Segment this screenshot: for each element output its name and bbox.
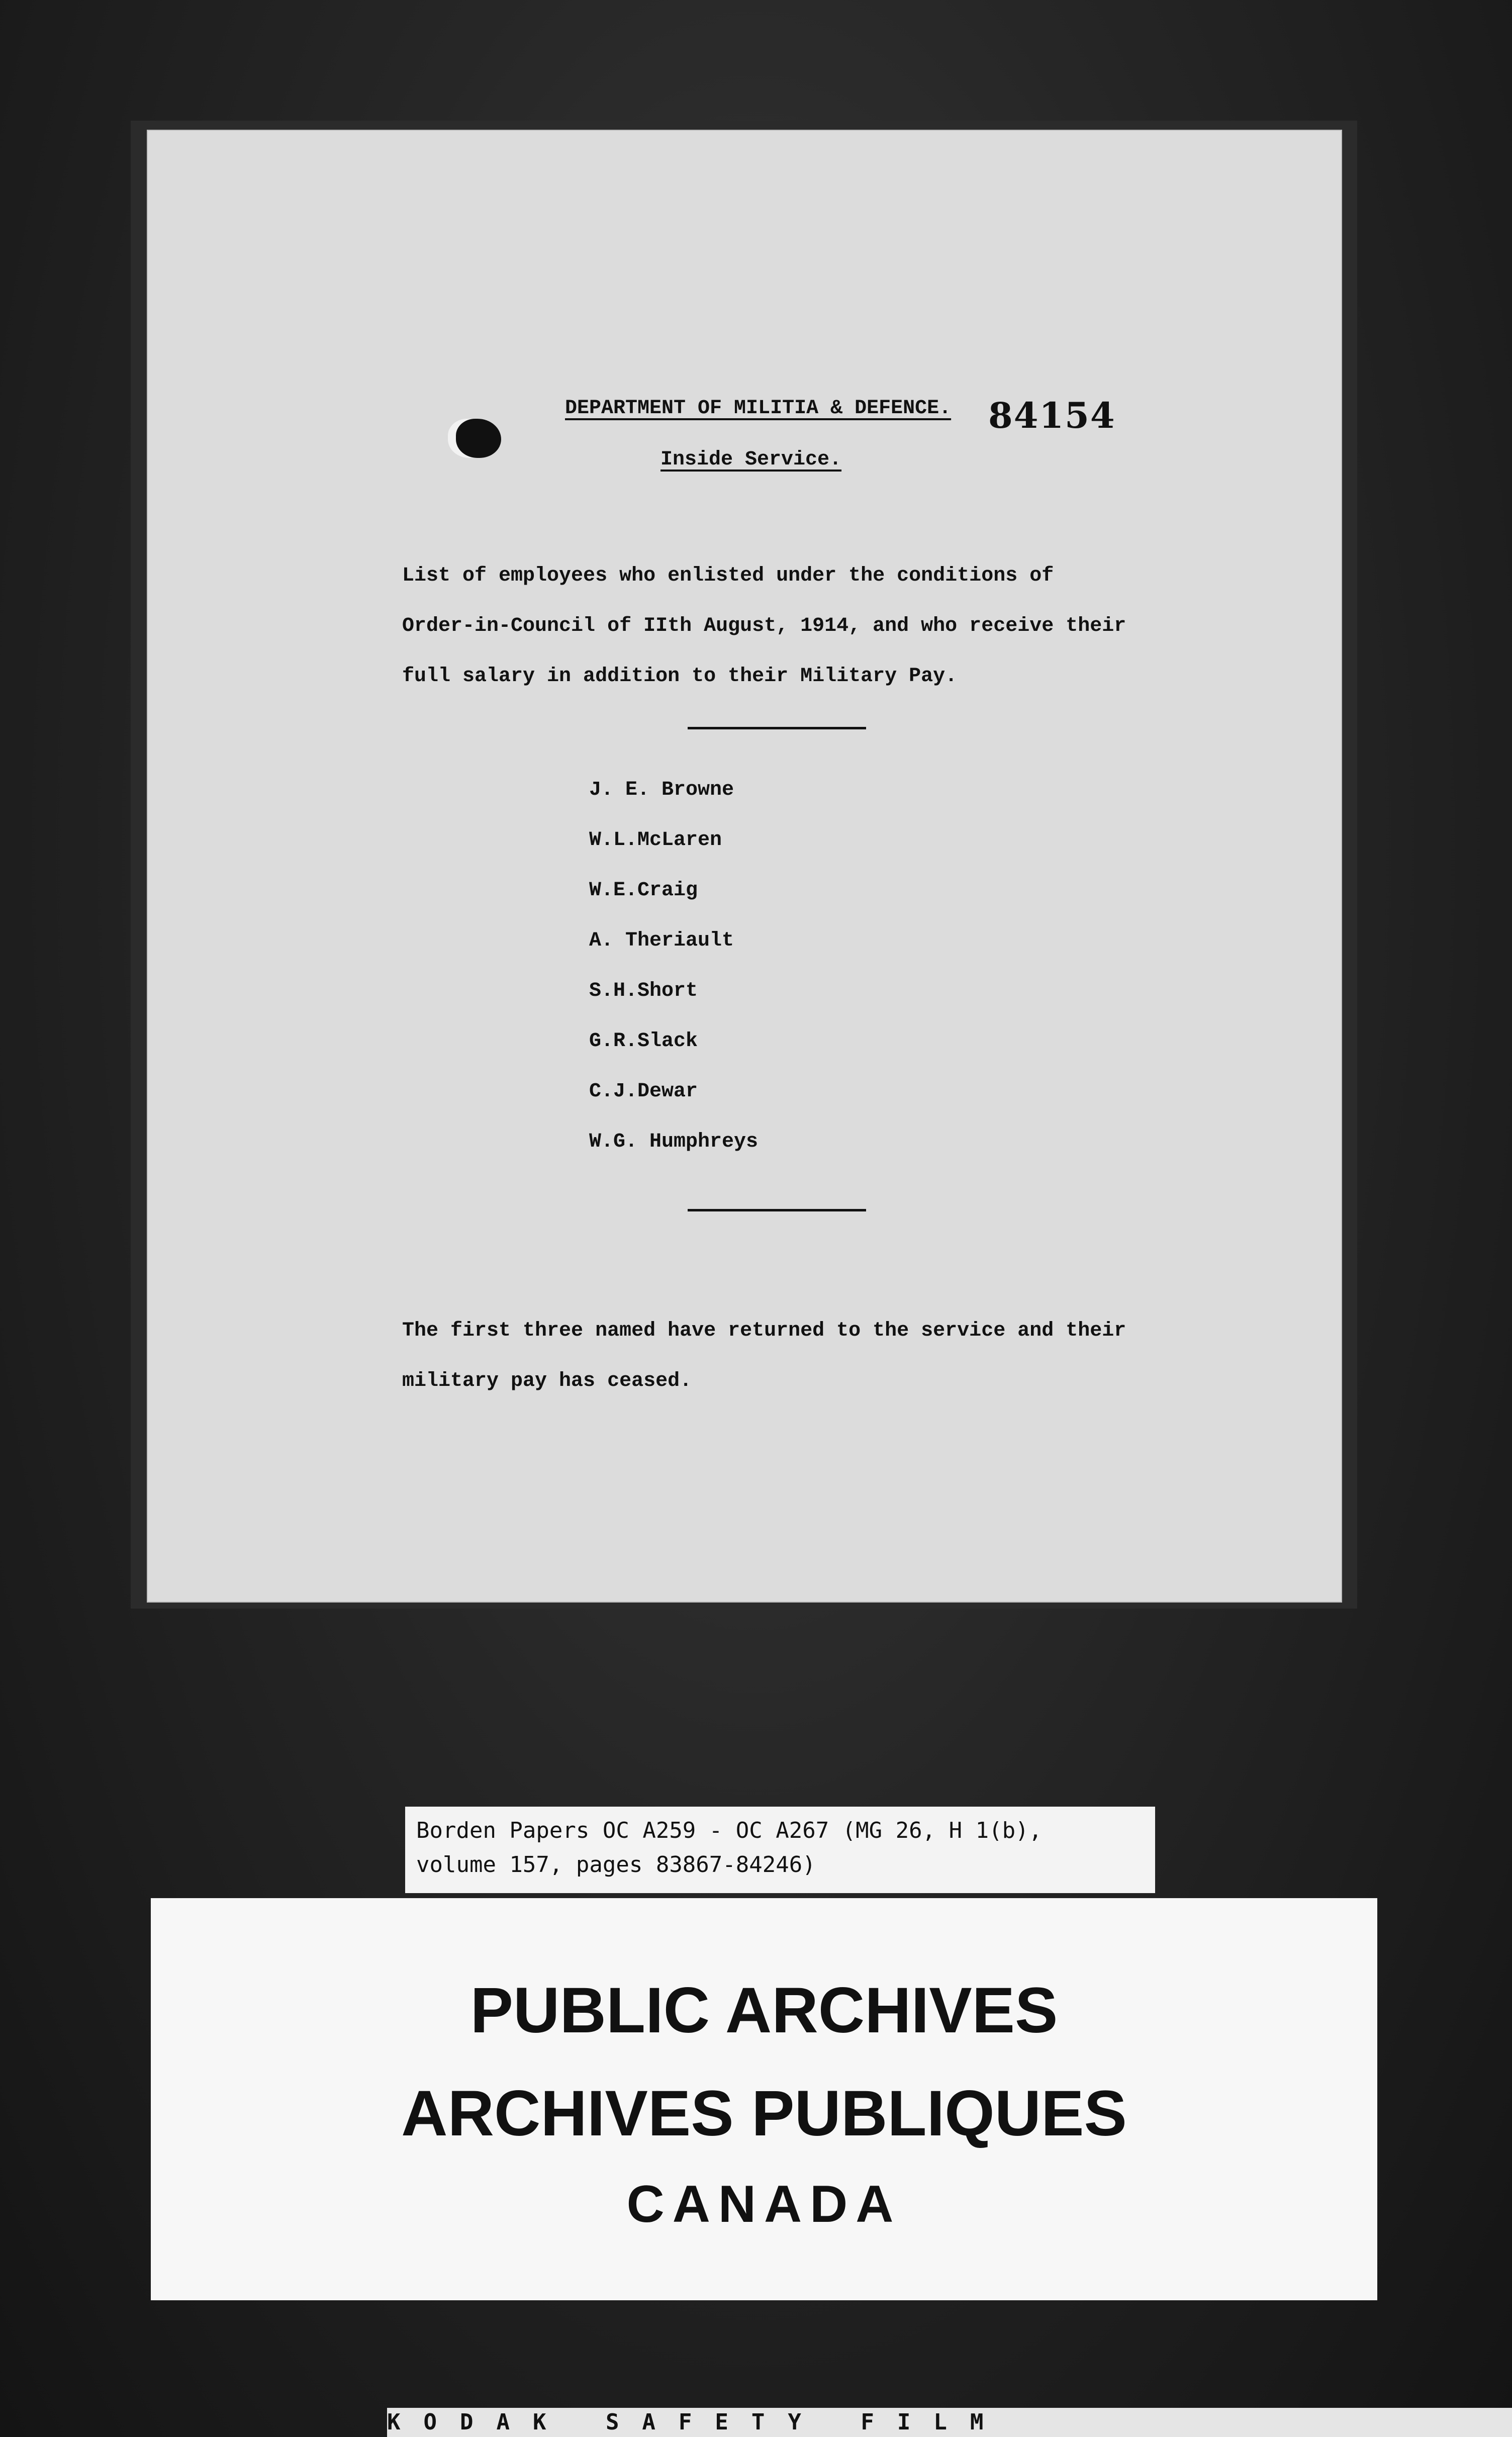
separator-rule xyxy=(688,727,866,729)
document-subheading: Inside Service. xyxy=(660,448,842,471)
film-edge-text: KODAK SAFETY FILM xyxy=(387,2408,1512,2437)
archive-line-english: PUBLIC ARCHIVES xyxy=(470,1975,1058,2046)
employee-name: J. E. Browne xyxy=(589,779,734,801)
employee-name-list xyxy=(589,776,758,1178)
employee-name: G.R.Slack xyxy=(589,1030,698,1053)
employee-name: W.L.McLaren xyxy=(589,829,722,852)
document-heading: DEPARTMENT OF MILITIA & DEFENCE. xyxy=(565,397,952,420)
archive-title-card xyxy=(151,1898,1377,2300)
archive-line-french: ARCHIVES PUBLIQUES xyxy=(401,2078,1127,2149)
employee-name: C.J.Dewar xyxy=(589,1080,698,1103)
closing-paragraph: The first three named have returned to the service and their military pay has ceased. xyxy=(402,1320,1126,1392)
employee-name: W.G. Humphreys xyxy=(589,1131,759,1153)
employee-name: A. Theriault xyxy=(589,929,734,952)
punch-hole xyxy=(456,419,501,458)
intro-paragraph: List of employees who enlisted under the conditions of Order-in-Council of IIth August, 1914, and who receive their full salary in addition to their Military Pay. xyxy=(402,565,1126,688)
source-label: Borden Papers OC A259 - OC A267 (MG 26, H 1(b), volume 157, pages 83867-84246) xyxy=(405,1807,1155,1893)
employee-name: W.E.Craig xyxy=(589,879,698,902)
archive-line-country: CANADA xyxy=(626,2175,902,2233)
separator-rule xyxy=(688,1209,866,1211)
reference-number: 84154 xyxy=(988,395,1116,436)
employee-name: S.H.Short xyxy=(589,980,698,1002)
